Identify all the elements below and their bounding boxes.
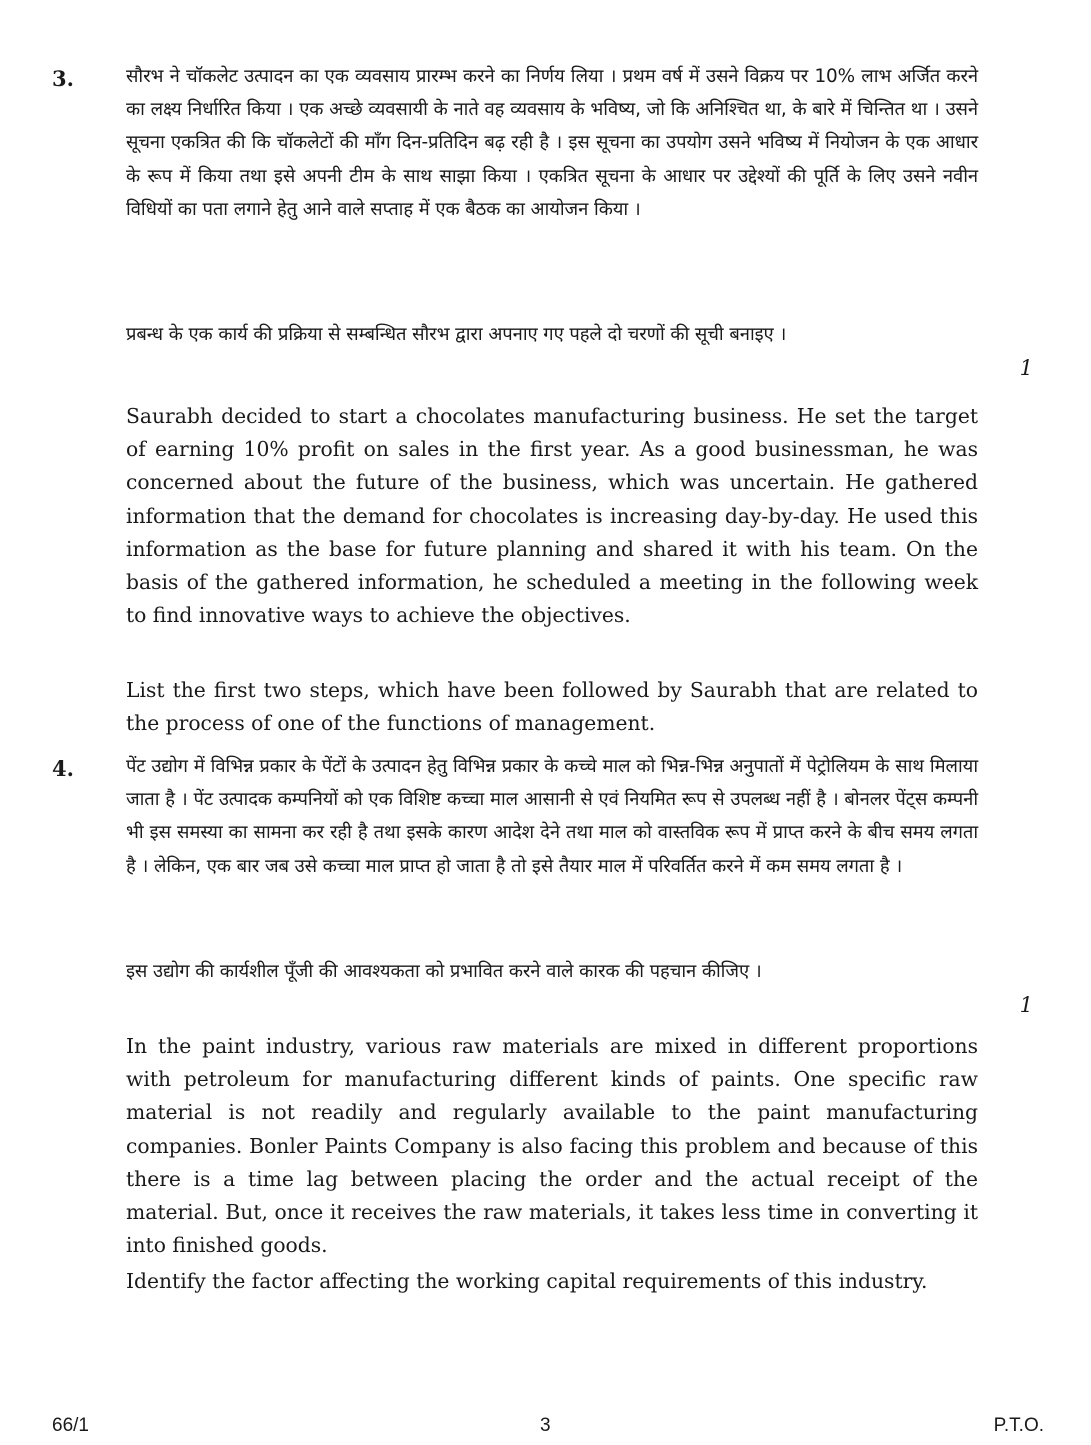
question-number-3: 3. xyxy=(52,66,74,91)
q3-english-question: List the first two steps, which have been followed by Saurabh that are related to the process of one of the functions of management. xyxy=(126,678,978,736)
q3-marks: 1 xyxy=(1019,356,1033,380)
q4-english-passage: In the paint industry, various raw materials are mixed in different proportions with petroleum for manufacturing different kinds of paints. One specific raw material is not readily and regularly available to the paint manufacturing companies. Bonler Paints Company is also facing this problem and because of this there is a time lag between placing the order and the actual receipt of the material. But, once it receives the raw materials, it takes less time in converting it into finished goods. xyxy=(126,1034,978,1258)
q3-english-passage: Saurabh decided to start a chocolates manufacturing business. He set the target of earning 10% profit on sales in the first year. As a good businessman, he was concerned about the future of the business, which was uncertain. He gathered information that the demand for chocolates is increasing day-by-day. He used this information as the base for future planning and shared it with his team. On the basis of the gathered information, he scheduled a meeting in the following week to find innovative ways to achieve the objectives. xyxy=(126,404,978,628)
q3-hindi-question: प्रबन्ध के एक कार्य की प्रक्रिया से सम्बन्धित सौरभ द्वारा अपनाए गए पहले दो चरणों की सूची बनाइए । xyxy=(126,324,787,345)
footer-page-number: 3 xyxy=(540,1415,551,1436)
q4-marks: 1 xyxy=(1019,993,1033,1017)
q4-hindi-question: इस उद्योग की कार्यशील पूँजी की आवश्यकता को प्रभावित करने वाले कारक की पहचान कीजिए । xyxy=(126,961,762,982)
question-number-4: 4. xyxy=(52,756,74,781)
q3-hindi-passage: सौरभ ने चॉकलेट उत्पादन का एक व्यवसाय प्रारम्भ करने का निर्णय लिया । प्रथम वर्ष में उसने विक्रय पर 10% लाभ अर्जित करने का लक्ष्य निर्धारित किया । एक अच्छे व्यवसायी के नाते वह व्यवसाय के भविष्य, जो कि अनिश्चित था, के बारे में चिन्तित था । उसने सूचना एकत्रित की कि चॉकलेटों की माँग दिन-प्रतिदिन बढ़ रही है । इस सूचना का उपयोग उसने भविष्य में नियोजन के एक आधार के रूप में किया तथा इसे अपनी टीम के साथ साझा किया । एकत्रित सूचना के आधार पर उद्देश्यों की पूर्ति के लिए उसने नवीन विधियों का पता लगाने हेतु आने वाले सप्ताह में एक बैठक का आयोजन किया । xyxy=(126,66,978,220)
footer-pto: P.T.O. xyxy=(993,1415,1044,1436)
q4-english-question: Identify the factor affecting the working capital requirements of this industry. xyxy=(126,1269,928,1293)
q4-hindi-passage: पेंट उद्योग में विभिन्न प्रकार के पेंटों के उत्पादन हेतु विभिन्न प्रकार के कच्चे माल को भिन्न-भिन्न अनुपातों में पेट्रोलियम के साथ मिलाया जाता है । पेंट उत्पादक कम्पनियों को एक विशिष्ट कच्चा माल आसानी से एवं नियमित रूप से उपलब्ध नहीं है । बोनलर पेंट्स कम्पनी भी इस समस्या का सामना कर रही है तथा इसके कारण आदेश देने तथा माल को वास्तविक रूप में प्राप्त करने के बीच समय लगता है । लेकिन, एक बार जब उसे कच्चा माल प्राप्त हो जाता है तो इसे तैयार माल में परिवर्तित करने में कम समय लगता है । xyxy=(126,756,978,877)
footer-paper-code: 66/1 xyxy=(52,1415,89,1436)
